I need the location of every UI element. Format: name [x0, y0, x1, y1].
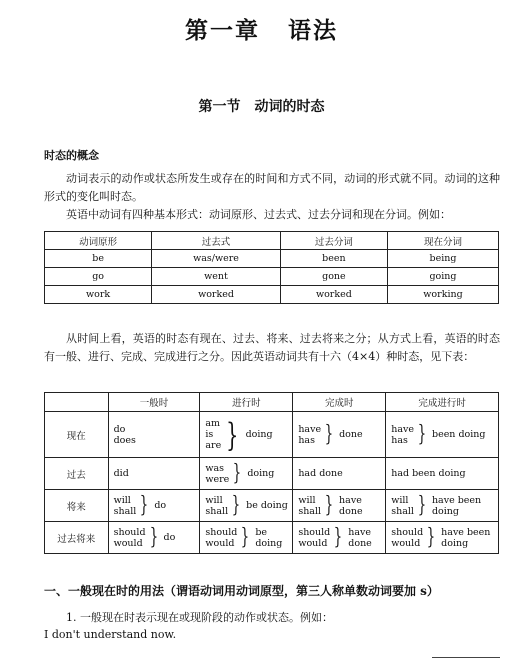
table-row — [45, 286, 499, 304]
table-cell: going — [387, 268, 498, 286]
footer-rule — [432, 657, 500, 658]
table-cell: work — [45, 286, 152, 304]
aux-word: will — [113, 494, 131, 506]
table-header-row — [45, 393, 499, 412]
chapter-title — [0, 12, 523, 45]
row-label: 过去将来 — [45, 522, 109, 554]
brace-glyph: } — [324, 492, 334, 518]
aux-word: should — [391, 526, 424, 538]
aux-word: would — [205, 537, 235, 549]
table-cell — [200, 490, 293, 522]
verb-form: have done — [339, 494, 363, 517]
verb-forms-table — [44, 231, 499, 304]
brace-glyph: } — [241, 524, 250, 550]
aux-word: should — [205, 526, 238, 538]
aux-word: will — [391, 494, 409, 506]
table-header: 现在分词 — [387, 232, 498, 250]
subheading: 时态的概念 — [44, 149, 99, 162]
list-item: 1. 一般现在时表示现在或现阶段的动作或状态。例如： — [66, 611, 333, 624]
aux-word: has — [391, 434, 408, 446]
paragraph-3: 从时间上看，英语的时态有现在、过去、将来、过去将来之分；从方式上看，英语的时态有一般、进行、完成、完成进行之分。因此英语动词共有十六（4×4）种时态，见下表： — [44, 332, 500, 363]
brace-glyph: } — [149, 524, 158, 550]
table-cell — [108, 490, 200, 522]
table-row — [45, 250, 499, 268]
tense-table — [44, 392, 499, 554]
aux-word: would — [113, 537, 143, 549]
brace-glyph: } — [231, 492, 241, 518]
aux-word: will — [298, 494, 316, 506]
aux-word: will — [205, 494, 223, 506]
aux-word: have — [298, 423, 322, 435]
brace-glyph: } — [417, 492, 427, 518]
table-cell — [200, 522, 293, 554]
table-header: 完成时 — [293, 393, 386, 412]
table-header: 过去式 — [152, 232, 281, 250]
section-title — [0, 96, 523, 116]
aux-word: were — [205, 473, 230, 485]
verb-form: have done — [348, 526, 372, 549]
brace-glyph: } — [324, 421, 334, 447]
table-cell: had done — [293, 458, 386, 490]
table-header: 进行时 — [200, 393, 293, 412]
table-row — [45, 490, 499, 522]
table-cell: working — [387, 286, 498, 304]
table-cell — [293, 490, 386, 522]
table-cell — [200, 412, 293, 458]
row-label: 现在 — [45, 412, 109, 458]
table-header: 动词原形 — [45, 232, 152, 250]
brace-glyph: } — [417, 421, 427, 447]
verb-form: doing — [247, 468, 275, 479]
table-cell — [108, 522, 200, 554]
table-cell: being — [387, 250, 498, 268]
table-row — [45, 268, 499, 286]
table-header: 完成进行时 — [386, 393, 499, 412]
chapter-number: 第一章 — [185, 17, 260, 44]
table-cell — [386, 490, 499, 522]
paragraph-1: 动词表示的动作或状态所发生或存在的时间和方式不同，动词的形式就不同。动词的这种形式的变化叫时态。 — [44, 172, 500, 203]
table-cell — [386, 522, 499, 554]
aux-word: am — [205, 418, 221, 429]
aux-word: have — [391, 423, 414, 435]
table-cell: go — [45, 268, 152, 286]
aux-word: has — [298, 434, 315, 446]
aux-word: would — [298, 537, 328, 549]
verb-form: do — [154, 500, 167, 511]
aux-word: shall — [113, 505, 137, 517]
verb-form: done — [339, 429, 363, 440]
brace-glyph: } — [140, 492, 149, 518]
table-header: 过去分词 — [280, 232, 387, 250]
table-header-row — [45, 232, 499, 250]
brace-glyph: } — [426, 524, 436, 550]
section-heading: 一、一般现在时的用法（谓语动词用动词原型，第三人称单数动词要加 s） — [44, 584, 439, 598]
aux-word: should — [298, 526, 331, 538]
aux-word: should — [113, 526, 146, 538]
aux-word: would — [391, 537, 421, 549]
row-label: 过去 — [45, 458, 109, 490]
table-cell — [108, 412, 200, 458]
table-cell: went — [152, 268, 281, 286]
table-cell: had been doing — [386, 458, 499, 490]
verb-form: be doing — [255, 526, 283, 549]
aux-word: shall — [298, 505, 322, 517]
chapter-name: 语法 — [288, 17, 338, 44]
table-cell — [293, 522, 386, 554]
section-name: 动词的时态 — [254, 99, 325, 115]
table-cell — [200, 458, 293, 490]
table-cell — [293, 412, 386, 458]
table-cell: worked — [152, 286, 281, 304]
table-cell: did — [108, 458, 200, 490]
verb-form: doing — [245, 429, 273, 440]
table-row — [45, 522, 499, 554]
table-row — [45, 412, 499, 458]
table-header: 一般时 — [108, 393, 200, 412]
verb-form: be doing — [246, 500, 288, 511]
example-sentence: I don't understand now. — [44, 628, 177, 641]
table-cell: worked — [280, 286, 387, 304]
row-label: 将来 — [45, 490, 109, 522]
table-cell — [386, 412, 499, 458]
table-cell: gone — [280, 268, 387, 286]
brace-glyph: } — [226, 415, 239, 454]
table-row — [45, 458, 499, 490]
aux-word: are — [205, 440, 222, 451]
aux-word: is — [205, 429, 214, 440]
brace-glyph: } — [233, 460, 242, 486]
table-cell: be — [45, 250, 152, 268]
table-cell: was/were — [152, 250, 281, 268]
aux-word: was — [205, 462, 225, 474]
table-header — [45, 393, 109, 412]
cell-word: do — [113, 423, 126, 435]
aux-word: shall — [205, 505, 229, 517]
brace-glyph: } — [334, 524, 343, 550]
verb-form: have been doing — [441, 526, 491, 549]
table-cell: been — [280, 250, 387, 268]
paragraph-2: 英语中动词有四种基本形式：动词原形、过去式、过去分词和现在分词。例如： — [66, 208, 451, 221]
verb-form: do — [163, 532, 176, 543]
cell-word: does — [113, 434, 136, 446]
aux-word: shall — [391, 505, 414, 517]
verb-form: been doing — [431, 429, 486, 440]
verb-form: have been doing — [431, 494, 482, 517]
section-number: 第一节 — [198, 99, 241, 115]
